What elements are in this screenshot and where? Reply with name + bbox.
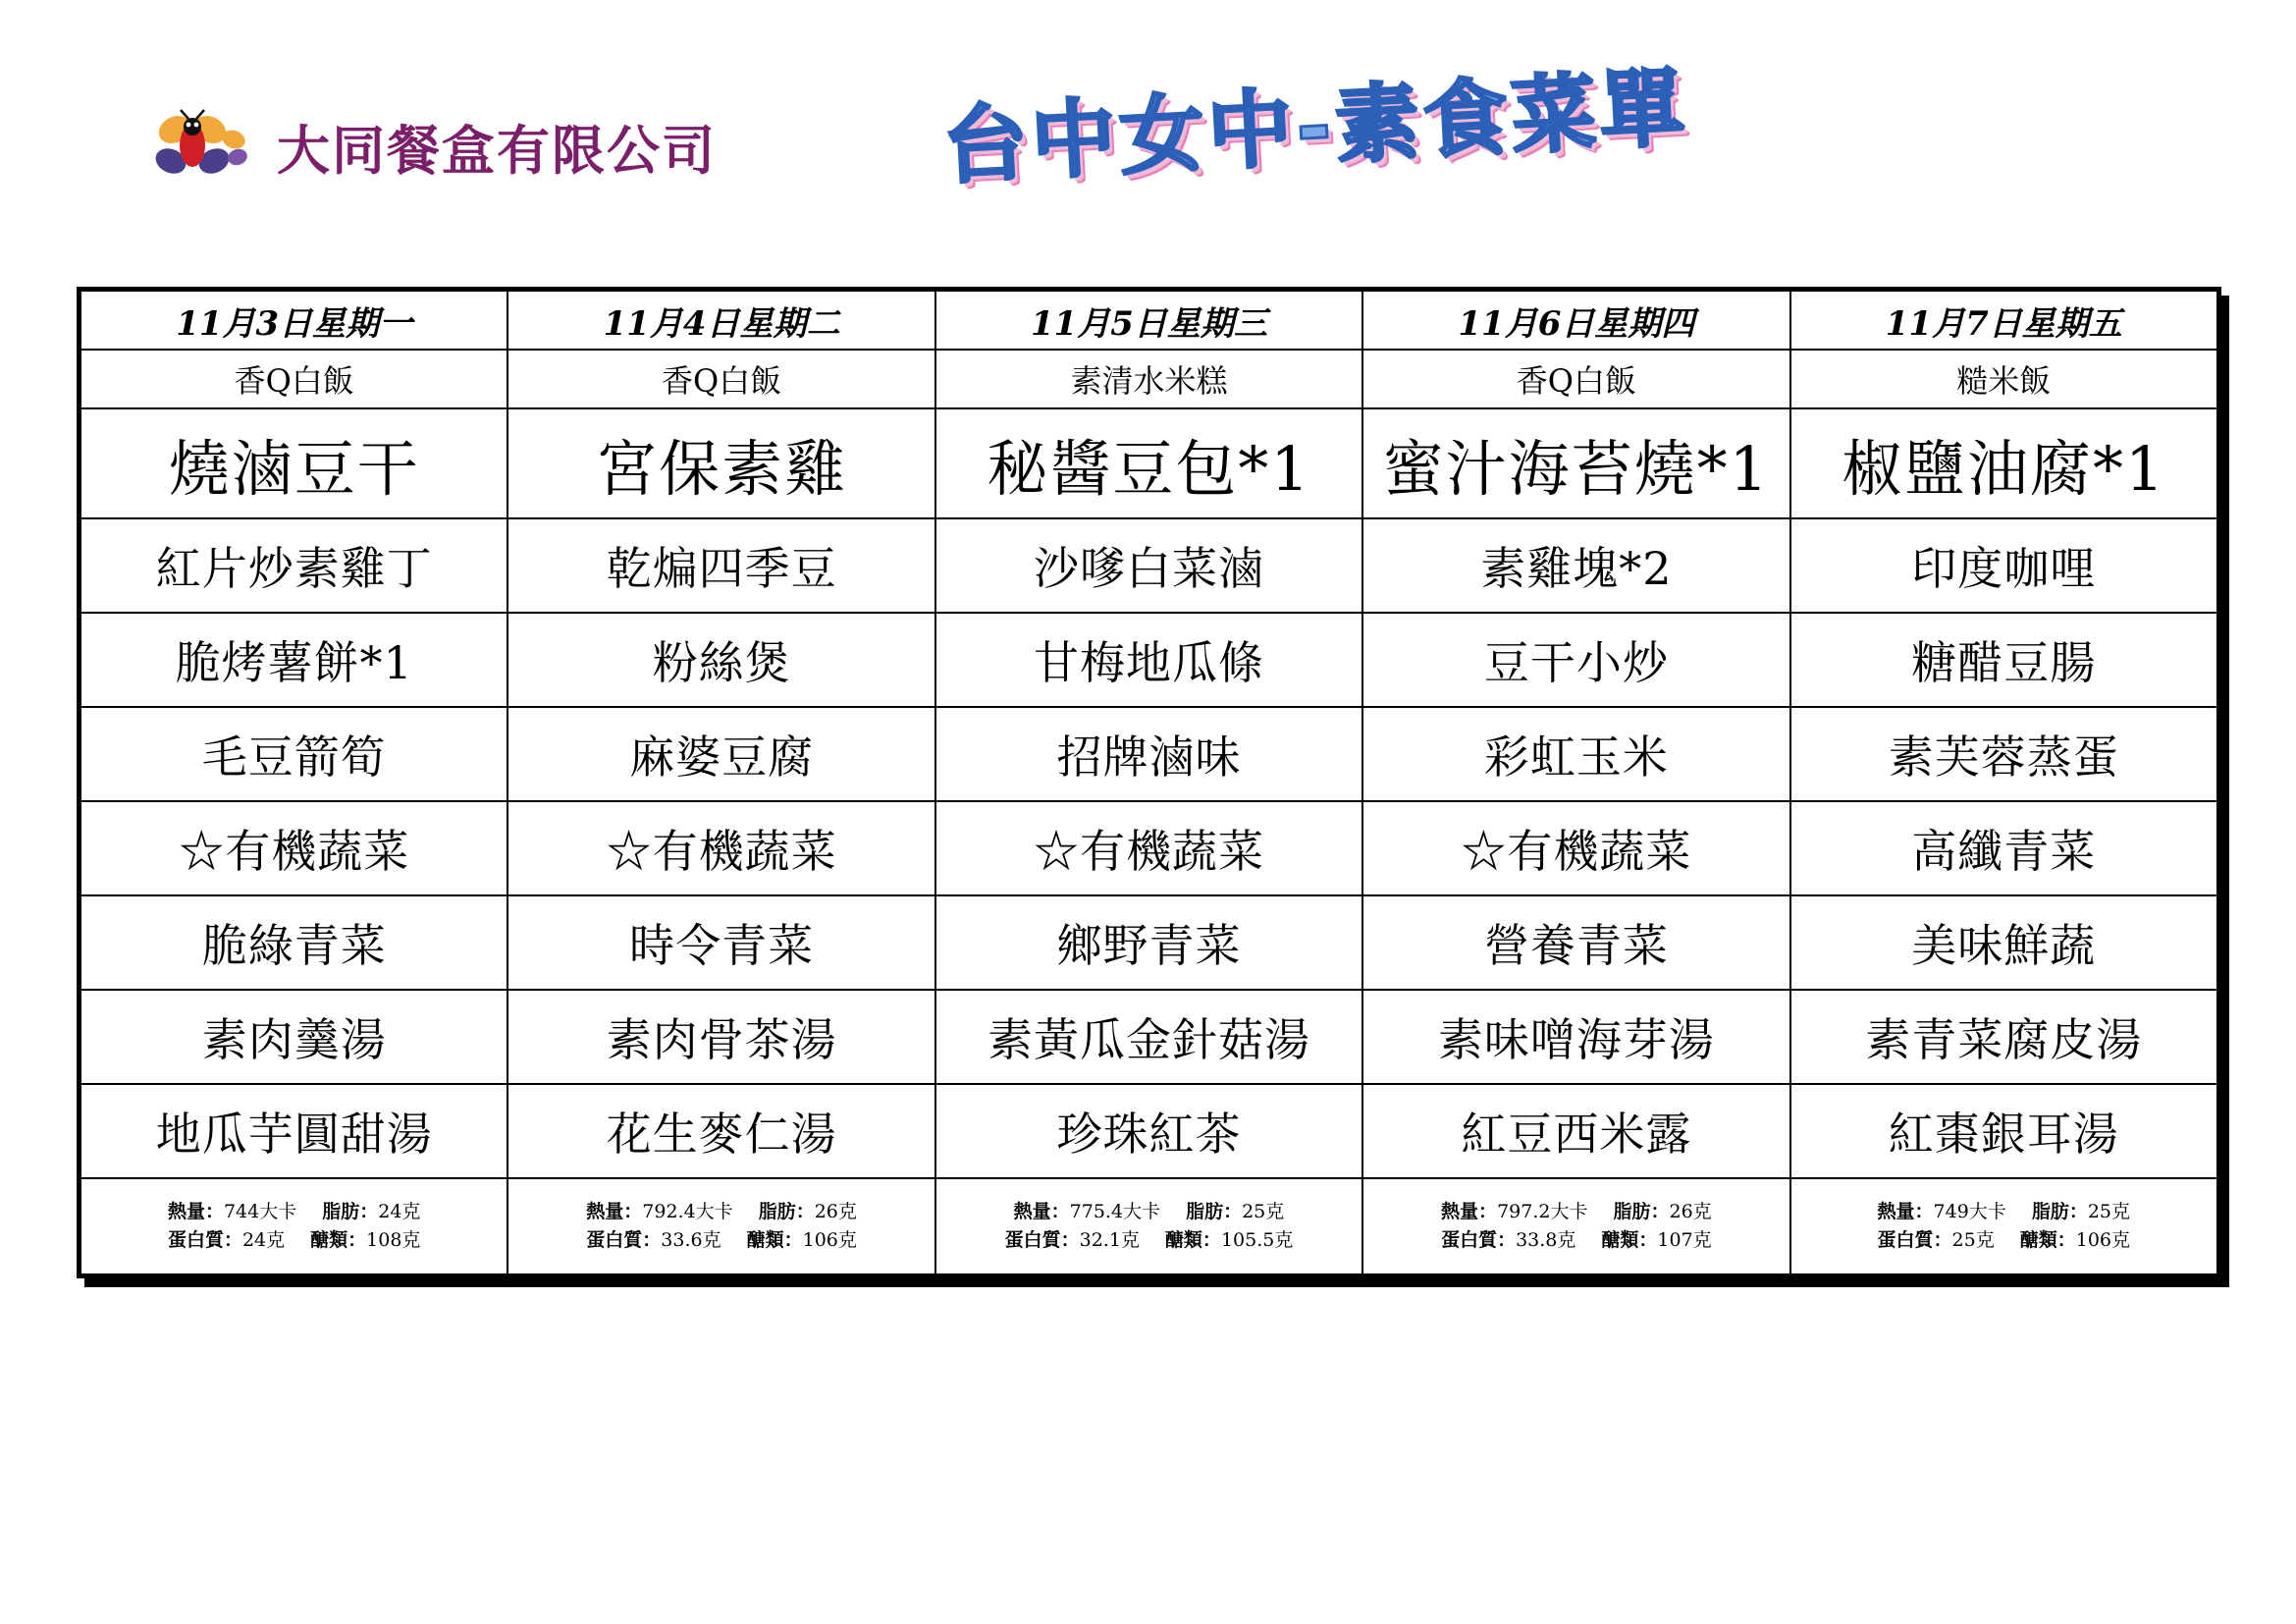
menu-table [80, 290, 2218, 1275]
rice-cell: 糙米飯 [1790, 350, 2217, 408]
main-dish-cell: 宮保素雞 [507, 408, 934, 518]
dish-cell: 紅片炒素雞丁 [80, 518, 507, 613]
company-branding [145, 108, 717, 185]
calories-value: 744大卡 [223, 1200, 297, 1222]
rice-cell: 香Q白飯 [1362, 350, 1789, 408]
protein-label: 蛋白質： [586, 1229, 662, 1251]
main-dish-cell: 燒滷豆干 [80, 408, 507, 518]
calories-value: 775.4大卡 [1069, 1200, 1161, 1222]
dish-cell: 紅豆西米露 [1362, 1084, 1789, 1178]
dish-cell: 營養青菜 [1362, 895, 1789, 990]
company-name: 大同餐盒有限公司 [277, 118, 717, 182]
dish-cell: 紅棗銀耳湯 [1790, 1084, 2217, 1178]
table-row [80, 613, 2217, 707]
dish-cell: 素肉羹湯 [80, 990, 507, 1084]
dish-cell: 脆烤薯餅*1 [80, 613, 507, 707]
nutrition-cell [1362, 1178, 1789, 1274]
fat-label: 脂肪： [1186, 1200, 1243, 1222]
dish-cell: 素味噌海芽湯 [1362, 990, 1789, 1084]
menu-table-container [77, 287, 2221, 1278]
table-row [80, 801, 2217, 895]
fat-value: 26克 [1669, 1200, 1712, 1222]
date-header-cell: 11月7日星期五 [1790, 291, 2217, 350]
dish-cell: 花生麥仁湯 [507, 1084, 934, 1178]
protein-value: 33.6克 [661, 1229, 721, 1251]
rice-cell: 香Q白飯 [80, 350, 507, 408]
carb-label: 醣類： [2019, 1229, 2076, 1251]
carb-value: 108克 [366, 1229, 421, 1251]
dish-cell: ☆有機蔬菜 [1362, 801, 1789, 895]
protein-value: 24克 [241, 1229, 286, 1251]
protein-label: 蛋白質： [1877, 1229, 1952, 1251]
carb-label: 醣類： [1601, 1229, 1658, 1251]
dish-cell: ☆有機蔬菜 [935, 801, 1362, 895]
calories-label: 熱量： [167, 1200, 224, 1222]
dish-cell: 沙嗲白菜滷 [935, 518, 1362, 613]
dish-cell: ☆有機蔬菜 [80, 801, 507, 895]
date-header-cell: 11月3日星期一 [80, 291, 507, 350]
protein-label: 蛋白質： [167, 1229, 242, 1251]
calories-value: 749大卡 [1933, 1200, 2006, 1222]
calories-label: 熱量： [1877, 1200, 1934, 1222]
dish-cell: 毛豆箭筍 [80, 707, 507, 801]
rice-cell: 素清水米糕 [935, 350, 1362, 408]
fat-value: 26克 [814, 1200, 857, 1222]
dish-cell: 美味鮮蔬 [1790, 895, 2217, 990]
dish-cell: 麻婆豆腐 [507, 707, 934, 801]
fat-value: 25克 [2087, 1200, 2131, 1222]
dish-cell: 珍珠紅茶 [935, 1084, 1362, 1178]
carb-label: 醣類： [310, 1229, 367, 1251]
table-row [80, 518, 2217, 613]
fat-label: 脂肪： [2031, 1200, 2088, 1222]
fat-value: 24克 [378, 1200, 421, 1222]
dish-cell: 甘梅地瓜條 [935, 613, 1362, 707]
table-row [80, 990, 2217, 1084]
date-header-cell: 11月5日星期三 [935, 291, 1362, 350]
calories-label: 熱量： [1441, 1200, 1498, 1222]
calories-label: 熱量： [1013, 1200, 1070, 1222]
main-dish-cell: 蜜汁海苔燒*1 [1362, 408, 1789, 518]
dish-cell: 豆干小炒 [1362, 613, 1789, 707]
dish-cell: 高纖青菜 [1790, 801, 2217, 895]
fat-label: 脂肪： [322, 1200, 379, 1222]
menu-title-wrap [940, 59, 1691, 196]
dish-cell: 脆綠青菜 [80, 895, 507, 990]
dish-cell: 素肉骨茶湯 [507, 990, 934, 1084]
calories-value: 797.2大卡 [1497, 1200, 1588, 1222]
protein-value: 33.8克 [1516, 1229, 1576, 1251]
main-dish-cell: 秘醬豆包*1 [935, 408, 1362, 518]
nutrition-cell [80, 1178, 507, 1274]
carb-value: 107克 [1657, 1229, 1712, 1251]
nutrition-cell [1790, 1178, 2217, 1274]
carb-value: 106克 [802, 1229, 857, 1251]
carb-value: 106克 [2075, 1229, 2131, 1251]
dish-cell: 素青菜腐皮湯 [1790, 990, 2217, 1084]
table-row-rice [80, 350, 2217, 408]
dish-cell: ☆有機蔬菜 [507, 801, 934, 895]
fat-label: 脂肪： [1613, 1200, 1670, 1222]
dish-cell: 素雞塊*2 [1362, 518, 1789, 613]
fat-label: 脂肪： [758, 1200, 815, 1222]
protein-value: 32.1克 [1079, 1229, 1140, 1251]
dish-cell: 印度咖哩 [1790, 518, 2217, 613]
dish-cell: 素黃瓜金針菇湯 [935, 990, 1362, 1084]
dish-cell: 鄉野青菜 [935, 895, 1362, 990]
dish-cell: 招牌滷味 [935, 707, 1362, 801]
rice-cell: 香Q白飯 [507, 350, 934, 408]
table-row [80, 707, 2217, 801]
calories-label: 熱量： [586, 1200, 643, 1222]
dish-cell: 素芙蓉蒸蛋 [1790, 707, 2217, 801]
dish-cell: 糖醋豆腸 [1790, 613, 2217, 707]
table-row [80, 895, 2217, 990]
carb-value: 105.5克 [1220, 1229, 1294, 1251]
table-row-nutrition [80, 1178, 2217, 1274]
carb-label: 醣類： [746, 1229, 803, 1251]
table-row [80, 1084, 2217, 1178]
dish-cell: 時令青菜 [507, 895, 934, 990]
table-row-dates [80, 291, 2217, 350]
page-title: 台中女中-素食菜單 [940, 59, 1691, 196]
dish-cell: 彩虹玉米 [1362, 707, 1789, 801]
table-row-main-dish [80, 408, 2217, 518]
dish-cell: 地瓜芋圓甜湯 [80, 1084, 507, 1178]
protein-label: 蛋白質： [1004, 1229, 1080, 1251]
carb-label: 醣類： [1164, 1229, 1221, 1251]
dish-cell: 粉絲煲 [507, 613, 934, 707]
main-dish-cell: 椒鹽油腐*1 [1790, 408, 2217, 518]
nutrition-cell [507, 1178, 934, 1274]
butterfly-logo-icon [145, 108, 255, 185]
calories-value: 792.4大卡 [642, 1200, 733, 1222]
protein-label: 蛋白質： [1441, 1229, 1517, 1251]
date-header-cell: 11月4日星期二 [507, 291, 934, 350]
date-header-cell: 11月6日星期四 [1362, 291, 1789, 350]
fat-value: 25克 [1242, 1200, 1285, 1222]
page-header [0, 0, 2296, 265]
dish-cell: 乾煸四季豆 [507, 518, 934, 613]
nutrition-cell [935, 1178, 1362, 1274]
protein-value: 25克 [1951, 1229, 1995, 1251]
